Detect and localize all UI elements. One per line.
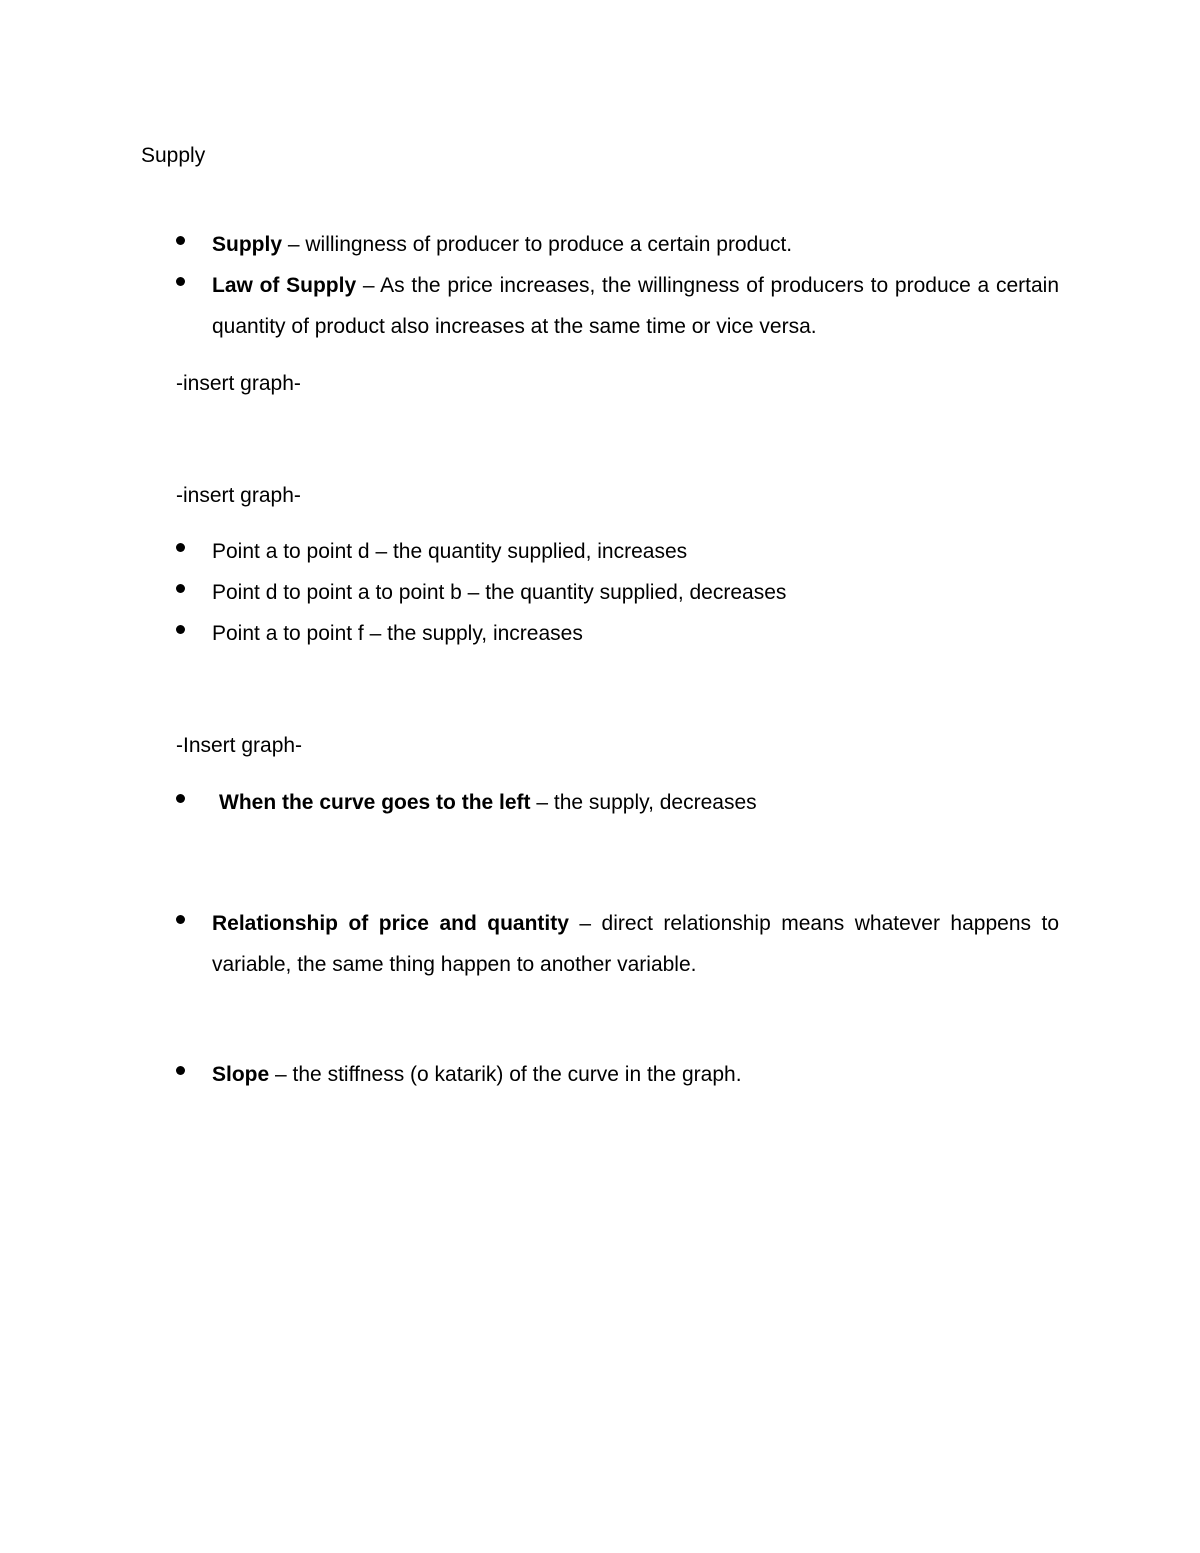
- bullet-icon: [176, 236, 185, 245]
- term-slope: Slope: [212, 1063, 270, 1086]
- list-item-point-1: [176, 531, 1059, 572]
- list-item-slope: [176, 1054, 1059, 1095]
- list-item-relationship: [176, 903, 1059, 985]
- list-item-law-of-supply: [176, 265, 1059, 347]
- term-relationship: Relationship of price and quantity: [212, 912, 569, 935]
- definition-supply: – willingness of producer to produce a certain product.: [282, 233, 793, 256]
- bullet-icon: [176, 625, 185, 634]
- list-item-curve-left: [176, 782, 1059, 823]
- term-law-of-supply: Law of Supply: [212, 274, 357, 297]
- graph-placeholder-2: -insert graph-: [176, 484, 301, 507]
- term-supply: Supply: [212, 233, 283, 256]
- definition-curve-left: – the supply, decreases: [530, 791, 757, 814]
- list-item-supply: [176, 224, 1059, 265]
- point-text: Point a to point d – the quantity supplied, increases: [212, 540, 688, 563]
- point-text: Point a to point f – the supply, increases: [212, 622, 583, 645]
- definition-relationship: – direct relationship means whatever happens to variable, the same thing happen to another variable.: [212, 912, 1059, 976]
- definition-slope: – the stiffness (o katarik) of the curve in the graph.: [269, 1063, 742, 1086]
- graph-placeholder-1: -insert graph-: [176, 372, 301, 395]
- list-item-point-3: [176, 613, 1059, 654]
- term-curve-left: When the curve goes to the left: [219, 791, 531, 814]
- bullet-icon: [176, 794, 185, 803]
- graph-placeholder-3: -Insert graph-: [176, 734, 303, 757]
- bullet-icon: [176, 915, 185, 924]
- bullet-icon: [176, 277, 185, 286]
- document-title: Supply: [141, 144, 206, 167]
- definition-law-of-supply: – As the price increases, the willingness of producers to produce a certain quantity of product also increases at the same time or vice versa.: [212, 274, 1059, 338]
- list-item-point-2: [176, 572, 1059, 613]
- bullet-icon: [176, 543, 185, 552]
- bullet-icon: [176, 584, 185, 593]
- bullet-icon: [176, 1066, 185, 1075]
- point-text: Point d to point a to point b – the quantity supplied, decreases: [212, 581, 787, 604]
